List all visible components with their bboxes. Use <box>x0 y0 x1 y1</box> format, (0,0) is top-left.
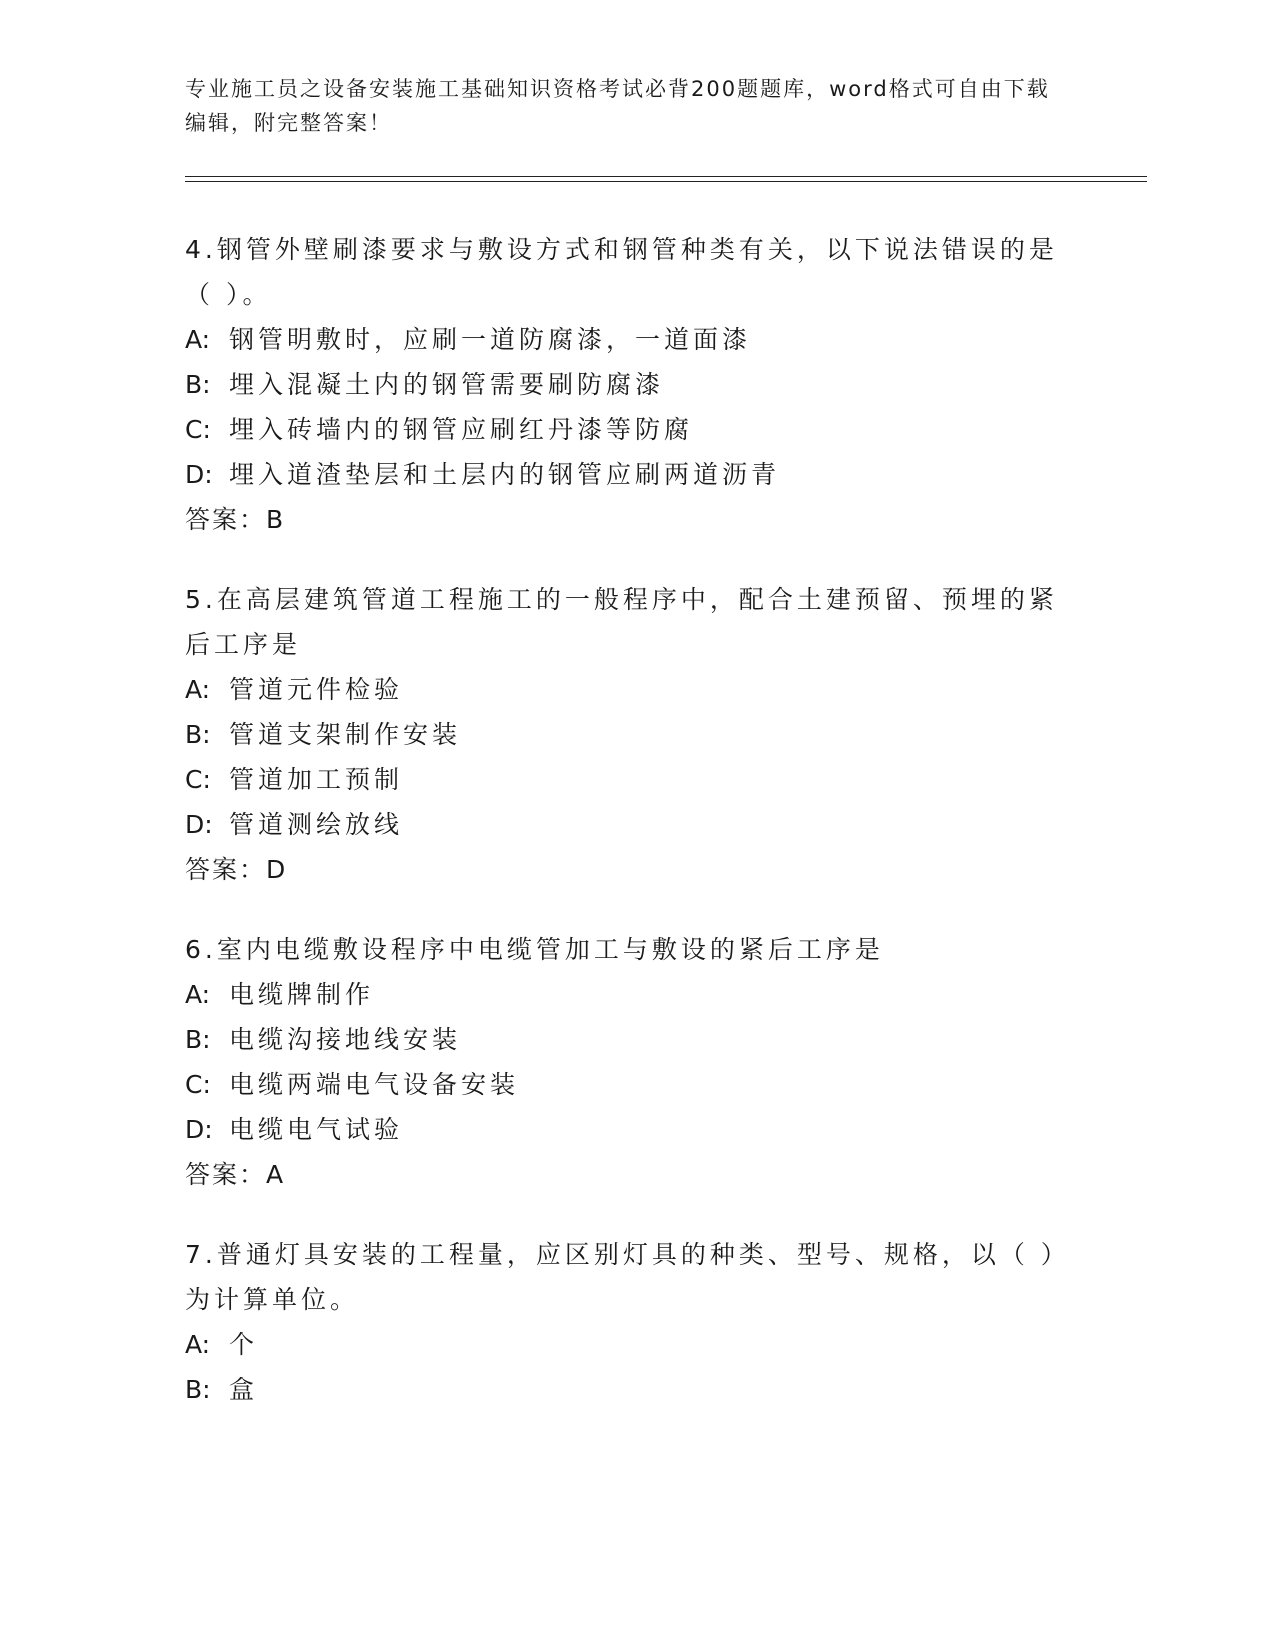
option-text: 电缆两端电气设备安装 <box>229 1070 520 1099</box>
option-d <box>185 802 1065 847</box>
option-text: 电缆牌制作 <box>229 980 375 1009</box>
option-d <box>185 1107 1065 1152</box>
answer: 答案：B <box>185 505 286 534</box>
question-stem: 5.在高层建筑管道工程施工的一般程序中，配合土建预留、预埋的紧后工序是 <box>185 585 1058 659</box>
option-letter: D: <box>185 1115 213 1144</box>
option-letter: B: <box>185 1025 211 1054</box>
option-text: 电缆电气试验 <box>229 1115 404 1144</box>
option-d <box>185 452 1065 497</box>
question-stem: 4.钢管外壁刷漆要求与敷设方式和钢管种类有关，以下说法错误的是（ ）。 <box>185 235 1058 309</box>
option-letter: C: <box>185 765 211 794</box>
option-text: 管道加工预制 <box>229 765 404 794</box>
option-a <box>185 317 1065 362</box>
option-letter: D: <box>185 460 213 489</box>
option-letter: A: <box>185 675 211 704</box>
option-letter: B: <box>185 1375 211 1404</box>
option-text: 管道元件检验 <box>229 675 404 704</box>
option-letter: B: <box>185 370 211 399</box>
option-a <box>185 667 1065 712</box>
question-6 <box>185 927 1065 1197</box>
question-stem: 7.普通灯具安装的工程量，应区别灯具的种类、型号、规格，以（ ）为计算单位。 <box>185 1240 1058 1314</box>
option-text: 埋入道渣垫层和土层内的钢管应刷两道沥青 <box>229 460 781 489</box>
header-rule-bottom <box>185 181 1147 182</box>
option-letter: B: <box>185 720 211 749</box>
option-a <box>185 972 1065 1017</box>
option-text: 电缆沟接地线安装 <box>229 1025 462 1054</box>
option-text: 盒 <box>229 1375 259 1404</box>
option-letter: A: <box>185 1330 211 1359</box>
question-5 <box>185 577 1065 892</box>
option-letter: C: <box>185 1070 211 1099</box>
option-text: 埋入混凝土内的钢管需要刷防腐漆 <box>229 370 665 399</box>
option-a <box>185 1322 1065 1367</box>
answer: 答案：A <box>185 1160 286 1189</box>
option-letter: A: <box>185 325 211 354</box>
option-letter: C: <box>185 415 211 444</box>
header-rule-top <box>185 176 1147 177</box>
answer: 答案：D <box>185 855 288 884</box>
question-stem: 6.室内电缆敷设程序中电缆管加工与敷设的紧后工序是 <box>185 935 884 964</box>
option-letter: D: <box>185 810 213 839</box>
option-text: 管道测绘放线 <box>229 810 404 839</box>
option-letter: A: <box>185 980 211 1009</box>
option-c <box>185 757 1065 802</box>
option-text: 管道支架制作安装 <box>229 720 462 749</box>
option-b <box>185 1367 1065 1412</box>
question-4 <box>185 227 1065 542</box>
option-b <box>185 1017 1065 1062</box>
option-b <box>185 362 1065 407</box>
document-header: 专业施工员之设备安装施工基础知识资格考试必背200题题库，word格式可自由下载编辑，附完整答案！ <box>185 77 1050 135</box>
option-text: 埋入砖墙内的钢管应刷红丹漆等防腐 <box>229 415 694 444</box>
question-7 <box>185 1232 1065 1412</box>
option-c <box>185 407 1065 452</box>
option-text: 个 <box>229 1330 259 1359</box>
option-text: 钢管明敷时，应刷一道防腐漆，一道面漆 <box>229 325 752 354</box>
option-b <box>185 712 1065 757</box>
option-c <box>185 1062 1065 1107</box>
